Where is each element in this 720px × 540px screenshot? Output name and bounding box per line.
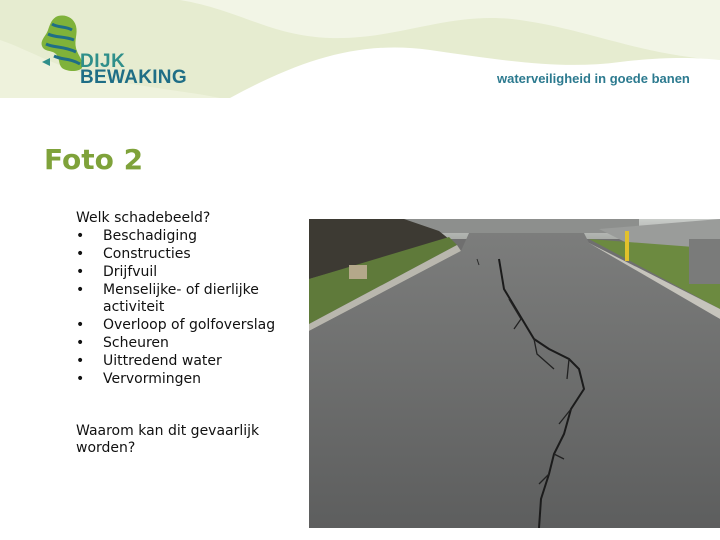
tagline: waterveiligheid in goede banen — [497, 71, 690, 86]
road-photo-illustration — [309, 219, 720, 528]
intro-question: Welk schadebeeld? — [76, 210, 211, 226]
list-item — [76, 282, 304, 315]
bullet-icon: • — [76, 352, 85, 369]
list-item — [76, 371, 304, 388]
list-item — [76, 335, 304, 352]
list-item-label: Uittredend water — [103, 352, 222, 369]
list-item — [76, 353, 304, 370]
damage-type-list — [76, 228, 304, 387]
list-item-label: Constructies — [103, 246, 191, 262]
list-item — [76, 264, 304, 281]
list-item-label: Scheuren — [103, 334, 169, 351]
bullet-icon: • — [76, 246, 85, 262]
logo-text-dijk: DIJK — [80, 51, 126, 72]
logo-text-bewaking: BEWAKING — [80, 67, 187, 88]
slide-title: Foto 2 — [44, 143, 144, 176]
cracked-road-photo — [309, 219, 720, 528]
slide-content — [76, 210, 304, 456]
discussion-question: Waarom kan dit gevaarlijk worden? — [76, 423, 260, 456]
list-item-label: Vervormingen — [103, 370, 201, 387]
header-banner — [0, 0, 720, 98]
list-item-label: Beschadiging — [103, 228, 197, 244]
list-item-label: Overloop of golfoverslag — [103, 316, 276, 333]
list-item — [76, 317, 304, 334]
bullet-icon: • — [76, 228, 85, 244]
list-item — [76, 228, 304, 245]
bullet-icon: • — [76, 316, 85, 333]
bullet-icon: • — [76, 334, 85, 351]
bullet-icon: • — [76, 264, 85, 280]
bullet-icon: • — [76, 282, 85, 298]
bullet-icon: • — [76, 370, 85, 387]
list-item — [76, 246, 304, 263]
list-item-label: Drijfvuil — [103, 264, 158, 280]
list-item-label: Menselijke- of dierlijke activiteit — [103, 282, 259, 315]
